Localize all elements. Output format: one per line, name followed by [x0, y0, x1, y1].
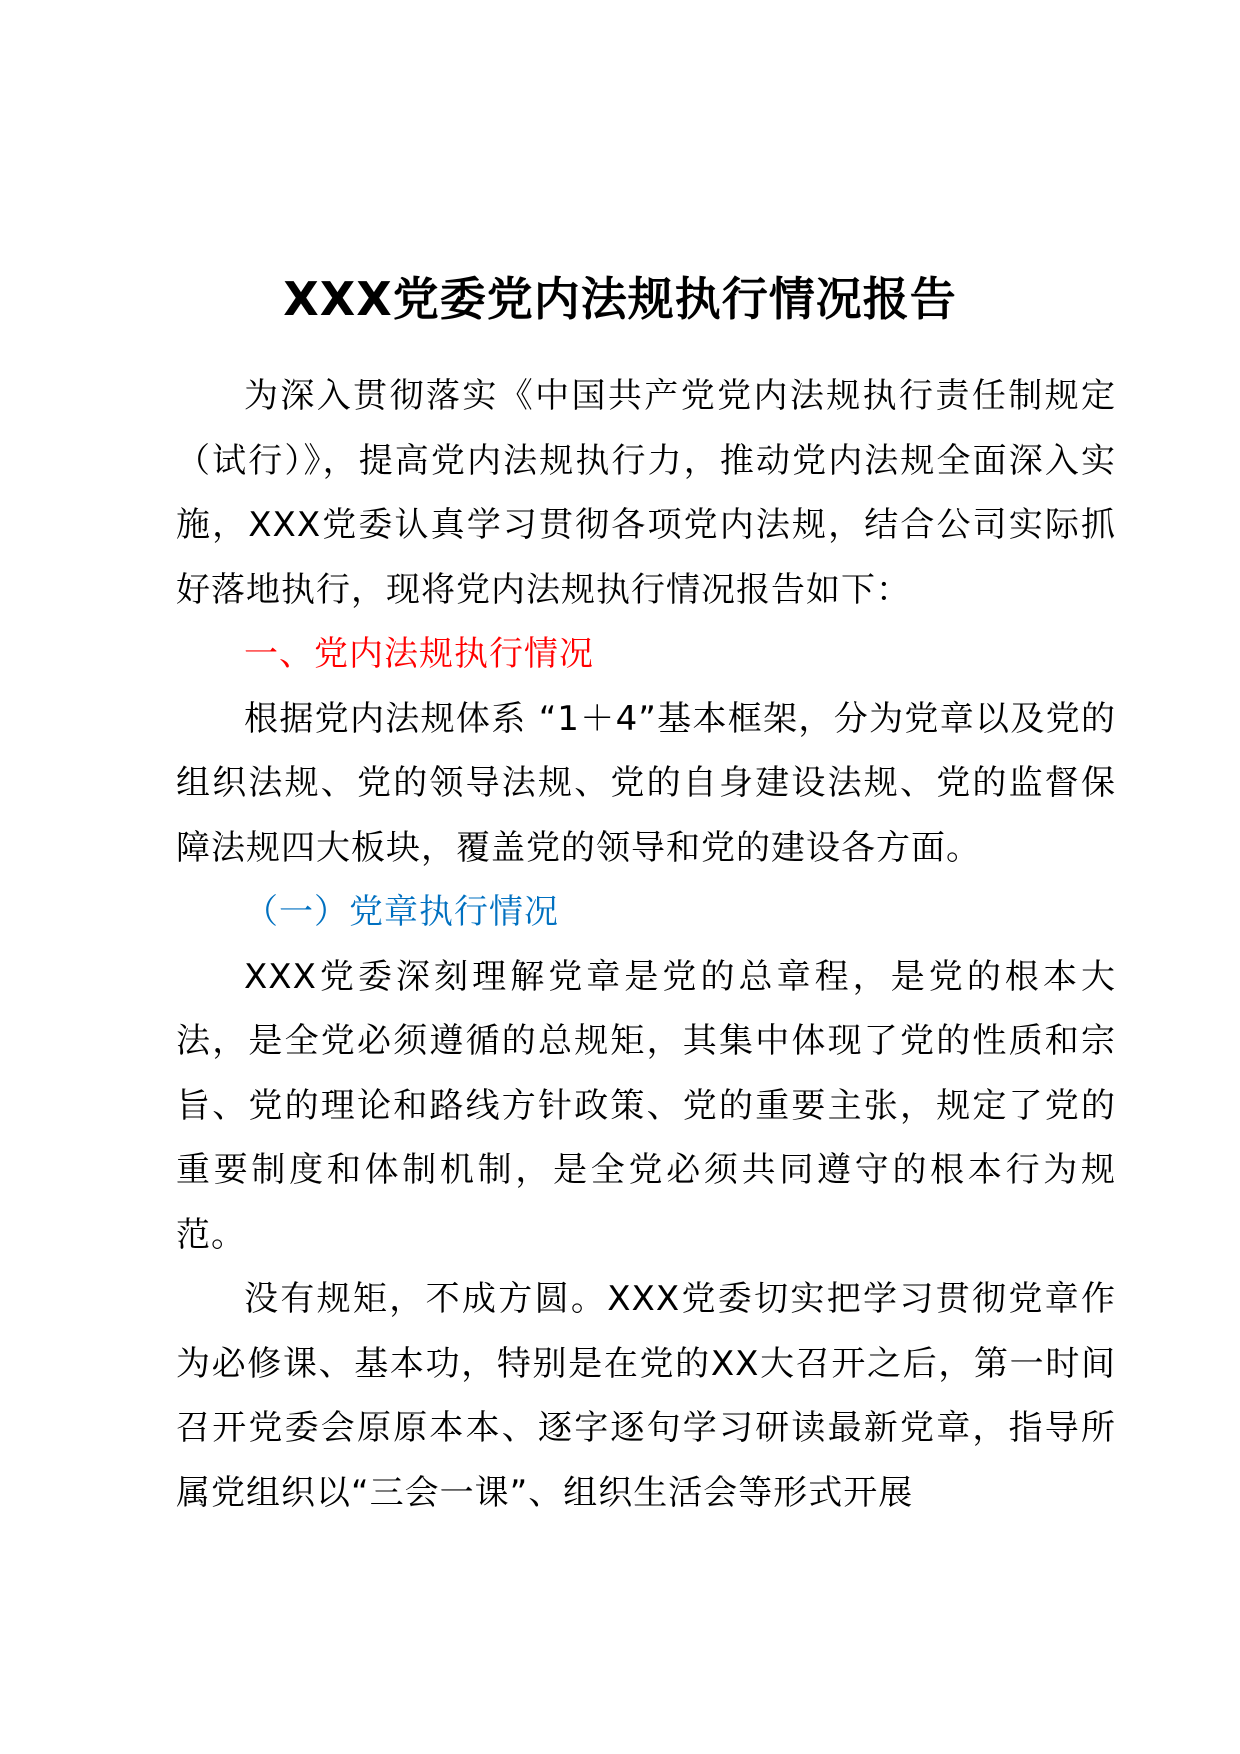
intro-paragraph: 为深入贯彻落实《中国共产党党内法规执行责任制规定（试行）》，提高党内法规执行力，推动党内法规全面深入实施，XXX党委认真学习贯彻各项党内法规，结合公司实际抓好落地执行，现将党内法规执行情况报告如下： — [176, 376, 1116, 610]
section-1-paragraph: 根据党内法规体系 “1＋4”基本框架，分为党章以及党的组织法规、党的领导法规、党的自身建设法规、党的监督保障法规四大板块，覆盖党的领导和党的建设各方面。 — [176, 698, 1116, 868]
document-body — [176, 364, 1116, 1525]
subsection-1-paragraph-1: XXX党委深刻理解党章是党的总章程，是党的根本大法，是全党必须遵循的总规矩，其集中体现了党的性质和宗旨、党的理论和路线方针政策、党的重要主张，规定了党的重要制度和体制机制，是全党必须共同遵守的根本行为规范。 — [176, 956, 1116, 1255]
section-heading-1: 一、党内法规执行情况 — [244, 634, 594, 674]
document-title: XXX党委党内法规执行情况报告 — [283, 272, 957, 326]
subsection-1-paragraph-2: 没有规矩，不成方圆。XXX党委切实把学习贯彻党章作为必修课、基本功，特别是在党的XX大召开之后，第一时间召开党委会原原本本、逐字逐句学习研读最新党章，指导所属党组织以“三会一课”、组织生活会等形式开展 — [176, 1279, 1116, 1513]
subsection-heading-1: （一）党章执行情况 — [244, 892, 559, 932]
